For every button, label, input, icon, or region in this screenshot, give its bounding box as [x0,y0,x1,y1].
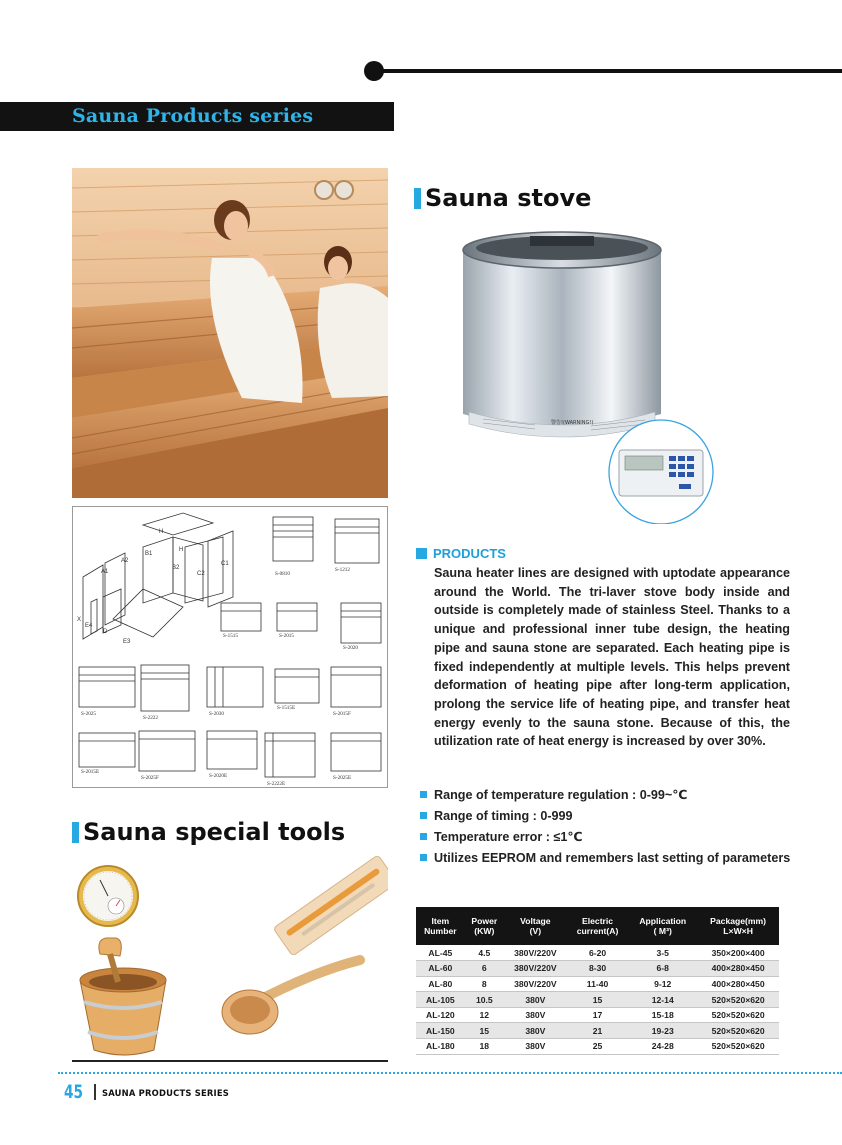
table-cell: AL-80 [428,978,453,989]
table-cell: 24-28 [651,1041,674,1052]
heading-accent-bar [72,822,79,843]
model-label-1515: S-1515 [223,633,238,639]
model-label-2025f: S-2025F [141,775,159,781]
spec-table-header-row [416,907,779,945]
table-cell: 3-5 [656,947,669,958]
sauna-stove-title: Sauna stove [425,184,592,212]
model-label-2025e: S-2025E [333,775,352,781]
sauna-stove-image [455,226,727,524]
feature-item: Temperature error : ≤1℃ [418,828,798,846]
table-cell: 380V/220V [514,978,557,989]
model-label-2020: S-2020 [343,645,358,651]
sauna-tools-title: Sauna special tools [83,818,346,846]
table-cell: 6-8 [628,961,697,977]
products-bullet-square [416,548,427,559]
series-title: Sauna Products series [72,105,314,127]
table-cell: 380V/220V [514,947,557,958]
table-cell: 15-18 [651,1010,674,1021]
table-cell: 6-20 [588,947,607,958]
table-cell: 15 [465,1023,504,1039]
table-cell: 21 [567,1023,628,1039]
table-cell: 400×280×450 [711,978,765,989]
products-description: Sauna heater lines are designed with uptodate appearance around the World. The tri-laver stove body inside and outside is completely made of stainless Steel. Thanks to a unique and professional inner tube design, the heating pipe and sauna stone are separated. Each heating pipe is fixed independently at multiple levels. This helps prevent deformation of heating pipe after long-term application, prolong the service life of heating pipe, and transfer heat energy evenly to the sauna stone. Because of this, the utilization rate of heat energy is increased by over 30%. [434,566,790,749]
diagram-label-a2: A2 [121,558,129,564]
diagram-label-a1: A1 [101,569,109,575]
header-voltage: Voltage (V) [504,907,567,945]
products-heading-label: PRODUCTS [433,546,506,561]
diagram-label-b2: B2 [172,565,180,571]
footer-label: SAUNA PRODUCTS SERIES [102,1088,229,1098]
diagram-label-e4: E4 [85,623,93,629]
table-cell: 380V [525,1010,546,1021]
sauna-tools-images [72,852,388,1058]
table-cell: 9-12 [654,978,672,989]
thermo-hygrometer-icon [78,866,138,926]
model-label-1515e: S-1515E [277,705,296,711]
header-item-number: Item Number [416,907,465,945]
feature-item: Utilizes EEPROM and remembers last setting of parameters [418,849,798,867]
page-number: 45 [64,1081,84,1103]
table-cell: 15 [567,992,628,1008]
model-label-2222: S-2222 [143,715,158,721]
model-label-2020e: S-2020E [209,773,228,779]
table-cell: AL-45 [428,947,453,958]
stove-warning-label: 警告!(WARNING!) [551,420,594,426]
table-row [416,1039,779,1055]
table-cell: 520×520×620 [697,1023,779,1039]
model-label-2015f: S-2015F [333,711,351,717]
table-cell: 520×520×620 [711,1010,765,1021]
table-cell: 380V [504,992,567,1008]
table-cell: 25 [592,1041,603,1052]
board-thermometer-icon [273,855,388,956]
table-cell: 12-14 [628,992,697,1008]
table-cell: 10.5 [465,992,504,1008]
products-heading [416,546,506,561]
footer-separator [94,1084,96,1100]
table-cell: 8-30 [567,961,628,977]
table-cell: 17 [592,1010,603,1021]
tools-bottom-rule [72,1060,388,1062]
footer-dotted-rule [58,1072,842,1074]
table-cell: 520×520×620 [697,992,779,1008]
header-application: Application ( M³) [628,907,697,945]
header-power: Power (KW) [465,907,504,945]
diagram-label-e3: E3 [123,639,131,645]
model-label-1212: S-1212 [335,567,350,573]
table-row [416,945,779,961]
table-cell: 400×280×450 [697,961,779,977]
room-layout-diagram [72,506,388,788]
model-label-2015e: S-2015E [81,769,100,775]
heading-accent-bar [414,188,421,209]
table-cell: 19-23 [628,1023,697,1039]
diagram-label-d: D [103,629,108,635]
table-cell: 520×520×620 [711,1041,765,1052]
table-row [416,992,779,1008]
sauna-bucket-icon [80,938,166,1055]
diagram-label-c1: C1 [221,561,229,567]
table-cell: AL-105 [416,992,465,1008]
table-row [416,976,779,992]
table-cell: 8 [481,978,487,989]
model-label-2030: S-2030 [209,711,224,717]
sauna-stove-heading [414,184,591,212]
table-cell: AL-120 [426,1010,455,1021]
table-cell: 6 [465,961,504,977]
sauna-ladle-icon [222,960,360,1034]
model-label-0810: S-0810 [275,571,290,577]
header-current: Electric current(A) [567,907,628,945]
header-package: Package(mm) L×W×H [697,907,779,945]
model-label-2015: S-2015 [279,633,294,639]
table-cell: 380V [504,1023,567,1039]
diagram-label-c2: C2 [197,571,205,577]
feature-item: Range of timing : 0-999 [418,807,798,825]
sauna-tools-heading [72,818,345,846]
diagram-label-x: X [77,617,82,623]
feature-item: Range of temperature regulation : 0-99~℃ [418,786,798,804]
table-cell: 12 [479,1010,490,1021]
table-cell: AL-180 [426,1041,455,1052]
table-row [416,961,779,977]
table-row [416,1007,779,1023]
series-banner [0,102,394,131]
table-cell: AL-60 [416,961,465,977]
table-cell: 11-40 [586,978,609,989]
table-cell: 18 [479,1041,490,1052]
sauna-room-photo [72,168,388,498]
table-cell: 4.5 [478,947,491,958]
diagram-label-b1: B1 [145,551,153,557]
spec-table [416,907,779,1055]
table-row [416,1023,779,1039]
header-rule-line [378,69,842,73]
model-label-2025: S-2025 [81,711,96,717]
table-cell: 380V [525,1041,546,1052]
feature-list [418,786,798,870]
model-label-2222e: S-2222E [267,781,286,787]
table-cell: 350×200×400 [711,947,765,958]
diagram-label-h-top: H [159,529,164,535]
table-cell: 380V/220V [504,961,567,977]
diagram-label-h-mid: H [179,547,184,553]
table-cell: AL-150 [416,1023,465,1039]
